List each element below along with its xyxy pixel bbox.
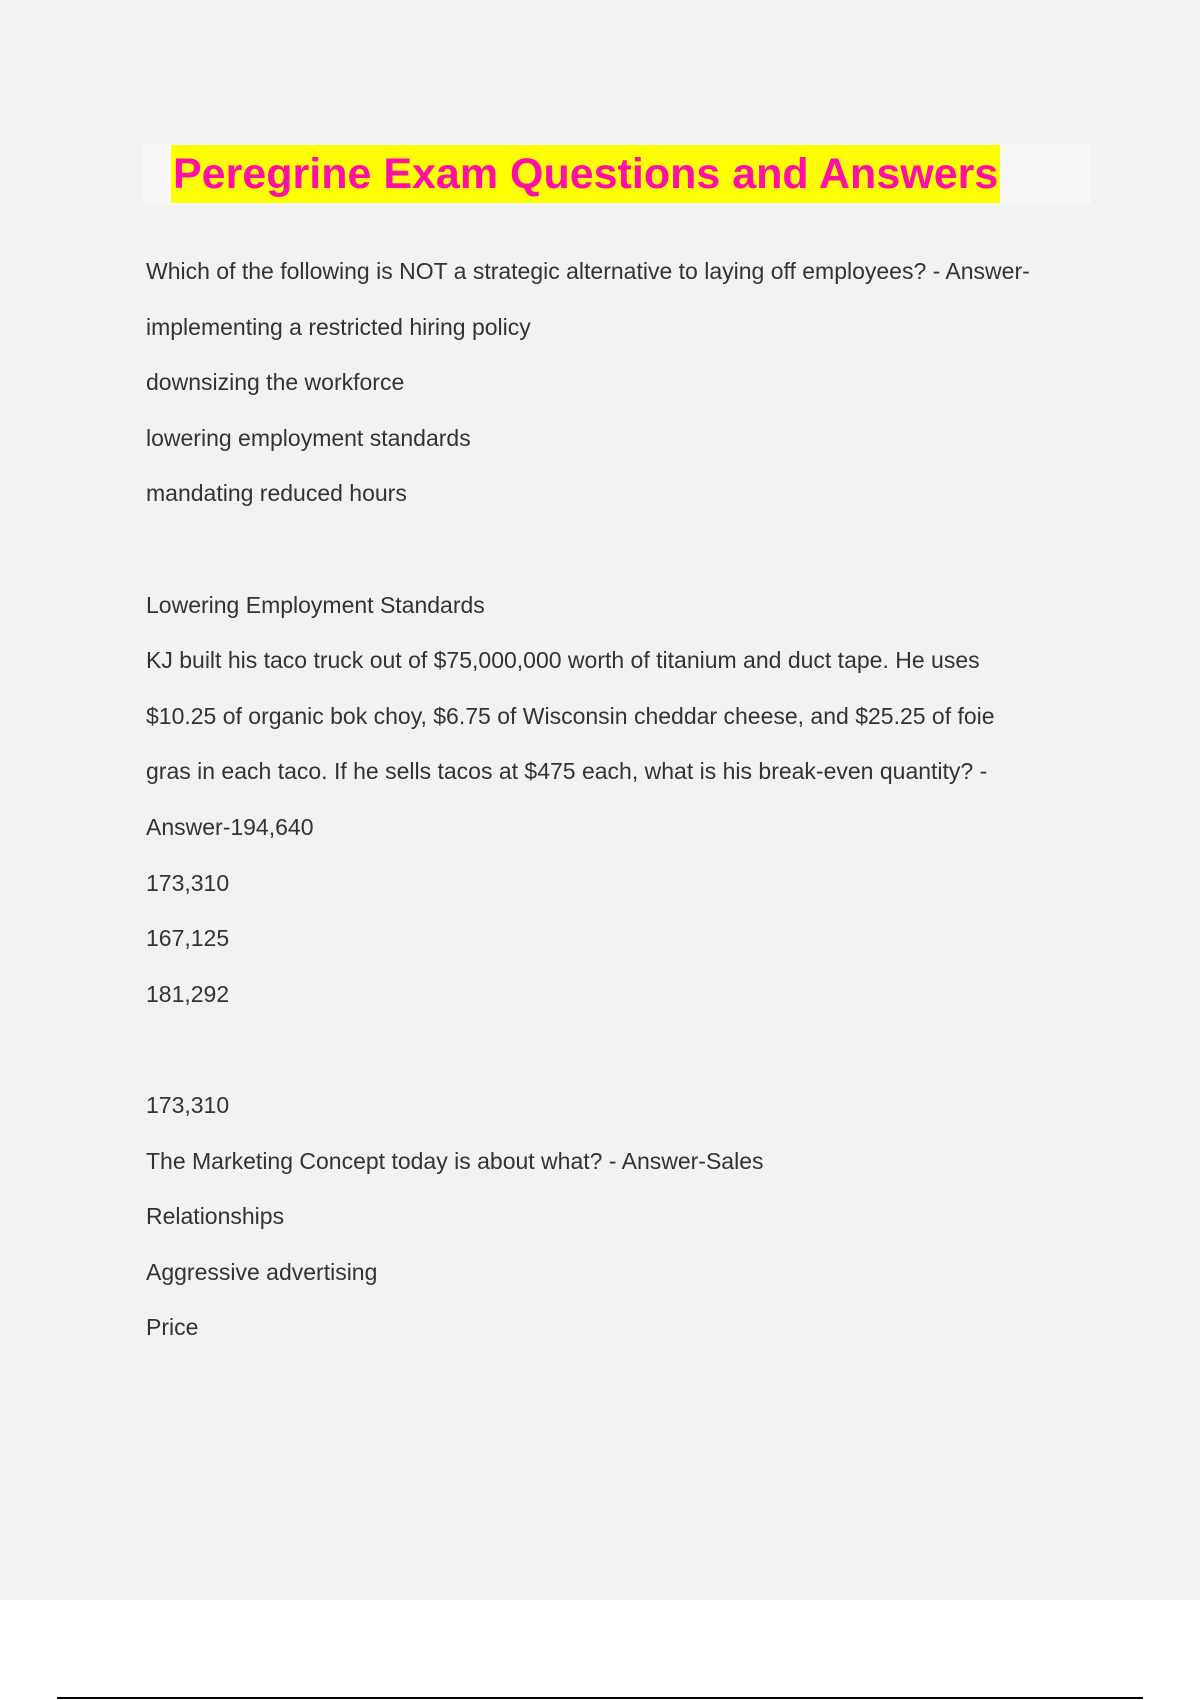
question-1-text: Which of the following is NOT a strategic alternative to laying off employees? - Answer-	[146, 258, 1030, 284]
question-2-text: gras in each taco. If he sells tacos at $475 each, what is his break-even quantity? -	[146, 758, 988, 784]
question-1-option: implementing a restricted hiring policy	[146, 314, 531, 340]
question-3-text: The Marketing Concept today is about what? - Answer-Sales	[146, 1148, 764, 1174]
question-3-option: Aggressive advertising	[146, 1259, 378, 1285]
question-1-option: lowering employment standards	[146, 425, 471, 451]
question-1-option: downsizing the workforce	[146, 369, 405, 395]
footer-divider	[57, 1697, 1143, 1699]
question-2-option: 167,125	[146, 925, 230, 951]
question-2-option: 181,292	[146, 981, 230, 1007]
question-2-answer: 173,310	[146, 1092, 230, 1118]
document-title: Peregrine Exam Questions and Answers	[171, 145, 1000, 203]
question-2-option: Answer-194,640	[146, 814, 314, 840]
question-1-answer: Lowering Employment Standards	[146, 592, 485, 618]
question-2-option: 173,310	[146, 870, 230, 896]
question-2-text: KJ built his taco truck out of $75,000,000 worth of titanium and duct tape. He uses	[146, 647, 980, 673]
question-3-option: Relationships	[146, 1203, 285, 1229]
question-2-text: $10.25 of organic bok choy, $6.75 of Wisconsin cheddar cheese, and $25.25 of foie	[146, 703, 995, 729]
question-3-option: Price	[146, 1314, 199, 1340]
question-1-option: mandating reduced hours	[146, 480, 407, 506]
